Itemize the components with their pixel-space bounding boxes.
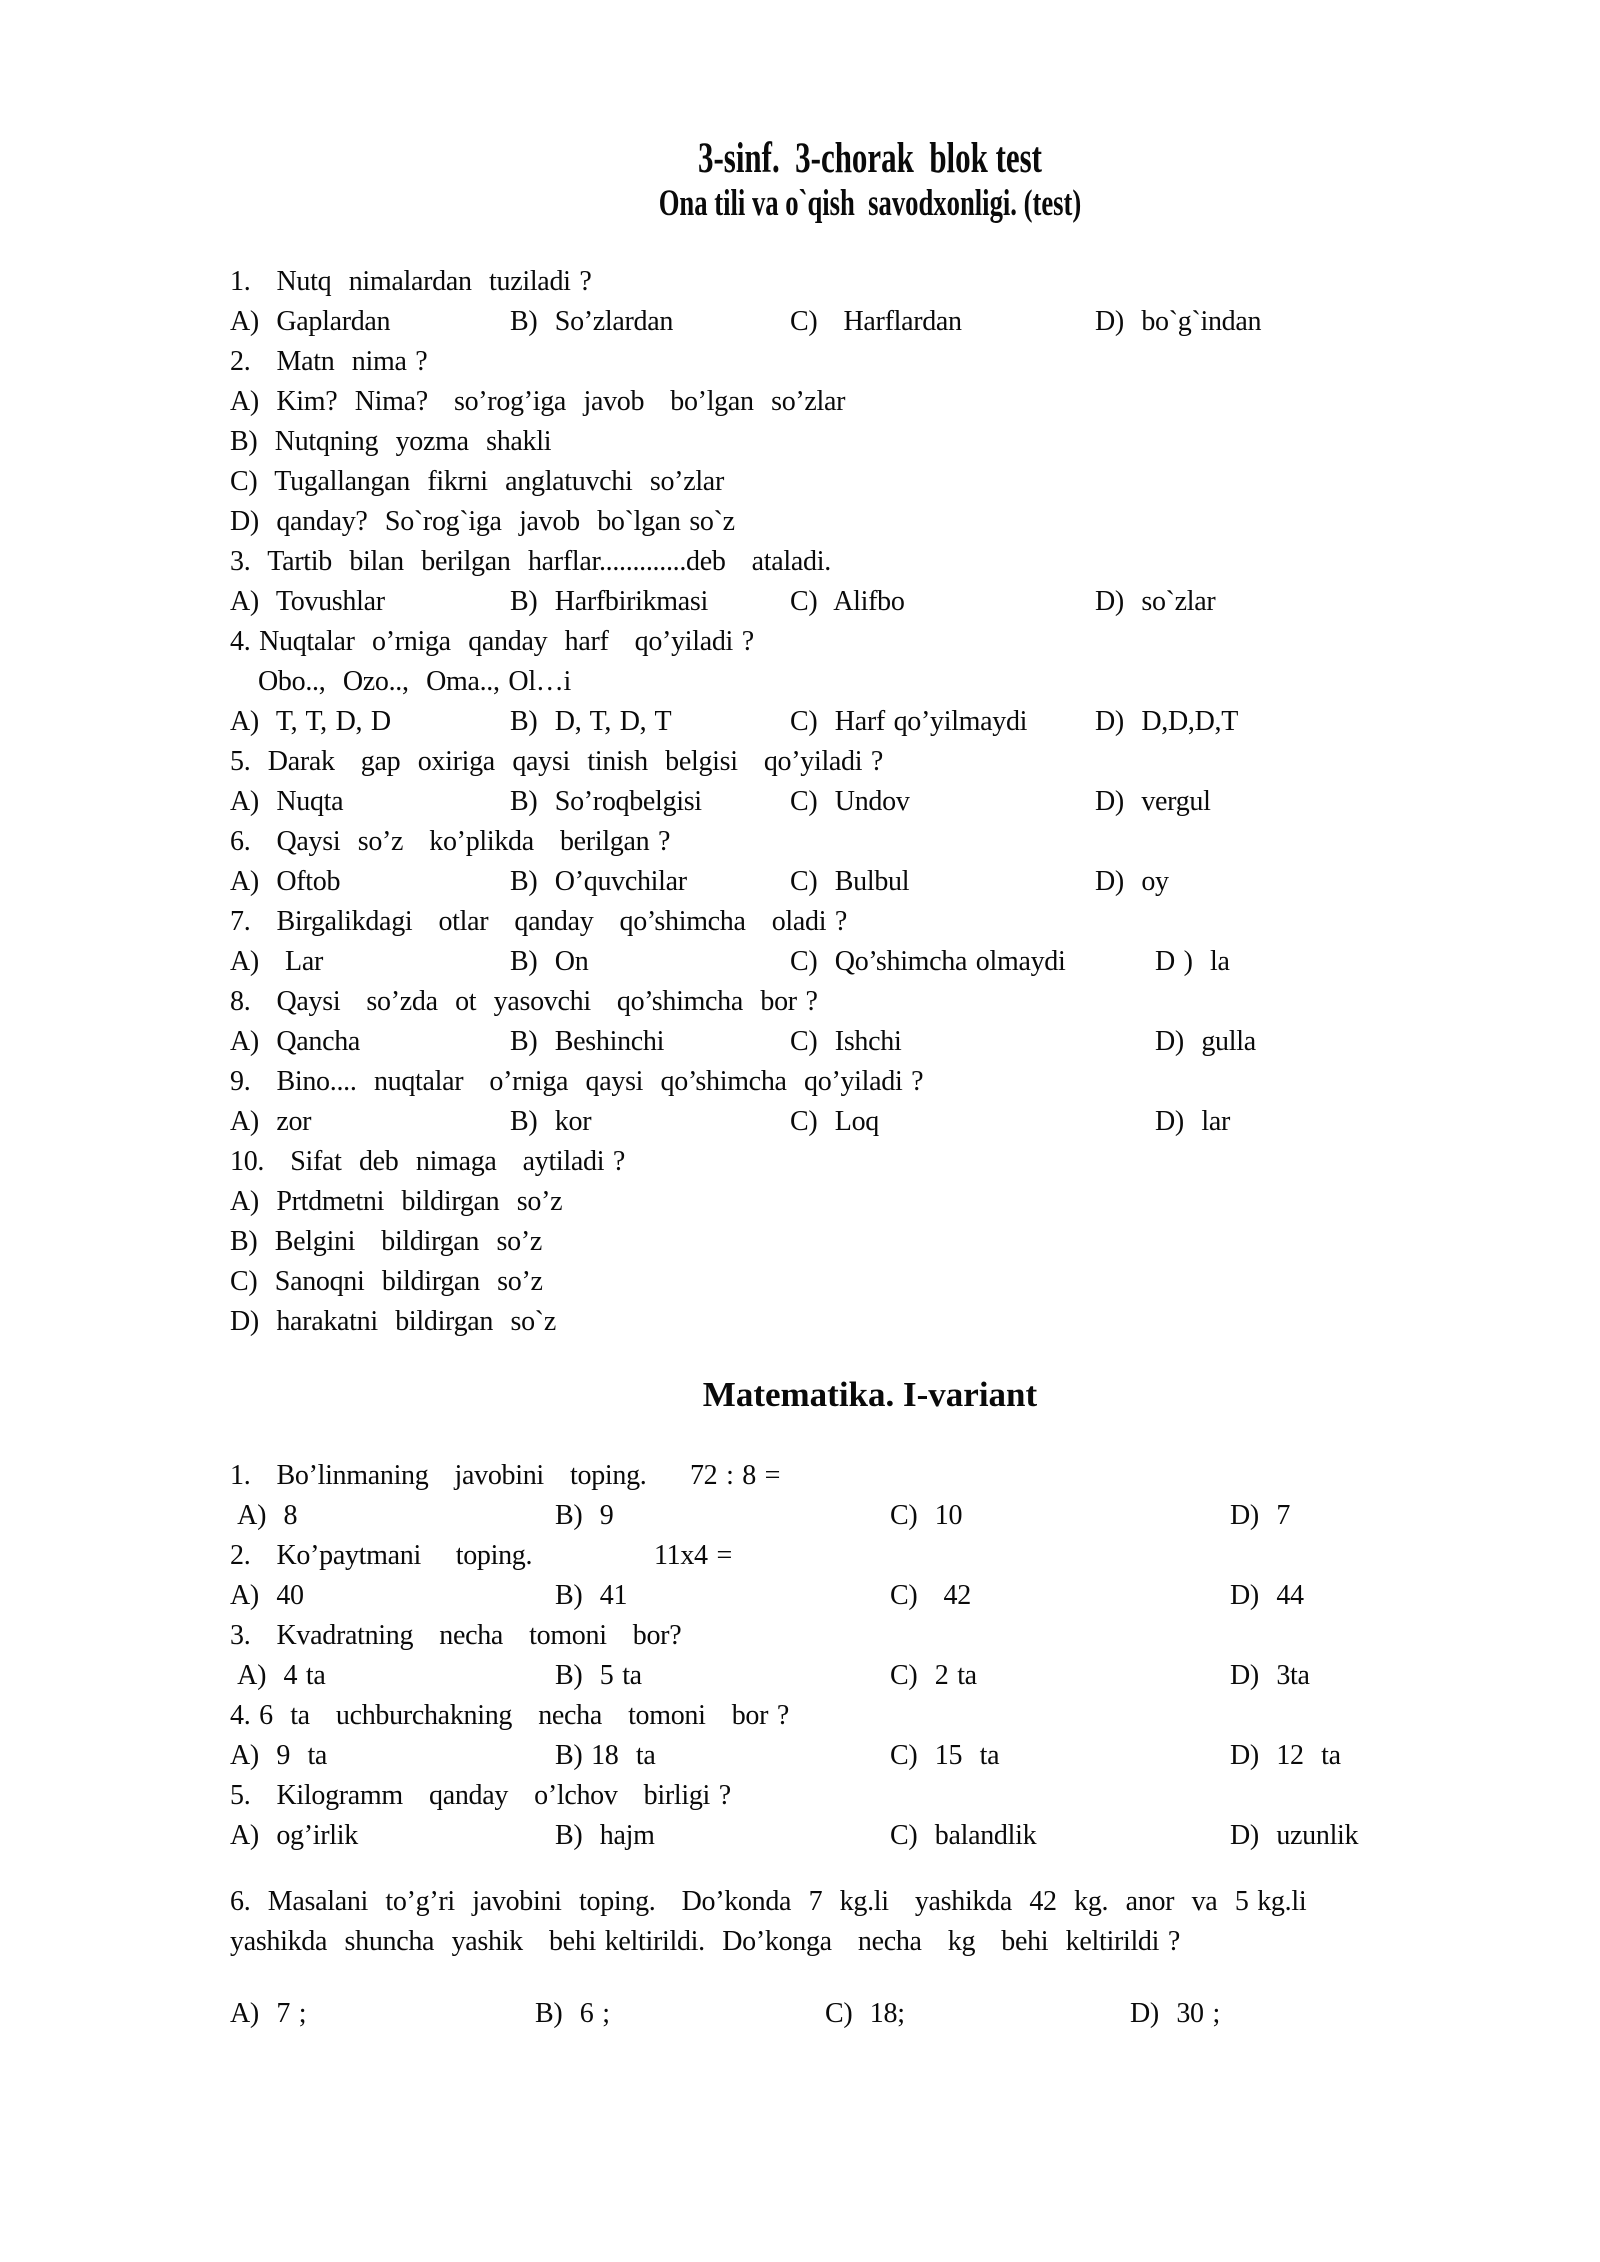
question-line: 5. Kilogramm qanday o’lchov birligi ? bbox=[230, 1780, 731, 1811]
option-a: A) 4 ta bbox=[230, 1660, 326, 1691]
question-line: 4. Nuqtalar o’rniga qanday harf qo’yiladi ? bbox=[230, 626, 754, 657]
page-title: 3-sinf. 3-chorak blok test bbox=[697, 135, 1043, 182]
option-b: B) 18 ta bbox=[555, 1740, 656, 1771]
options-row bbox=[230, 862, 1510, 902]
answer-line: A) Prtdmetni bildirgan so’z bbox=[230, 1186, 563, 1217]
question-line: 1. Nutq nimalardan tuziladi ? bbox=[230, 266, 592, 297]
option-b: B) 9 bbox=[555, 1500, 614, 1531]
option-d: D) 30 ; bbox=[1130, 1998, 1220, 2029]
question-line: 3. Kvadratning necha tomoni bor? bbox=[230, 1620, 682, 1651]
question-line: 8. Qaysi so’zda ot yasovchi qo’shimcha bor ? bbox=[230, 986, 818, 1017]
option-c: C) 18; bbox=[825, 1998, 905, 2029]
option-a: A) zor bbox=[230, 1106, 312, 1137]
option-d: D) vergul bbox=[1095, 786, 1211, 817]
answer-line: C) Sanoqni bildirgan so’z bbox=[230, 1266, 543, 1297]
option-d: D) D,D,D,T bbox=[1095, 706, 1239, 737]
option-b: B) kor bbox=[510, 1106, 592, 1137]
options-row bbox=[230, 302, 1510, 342]
option-a: A) Qancha bbox=[230, 1026, 361, 1057]
options-row bbox=[230, 1994, 1510, 2034]
option-c: C) Qo’shimcha olmaydi bbox=[790, 946, 1066, 977]
options-row bbox=[230, 1656, 1510, 1696]
options-row bbox=[230, 582, 1510, 622]
option-c: C) 42 bbox=[890, 1580, 971, 1611]
option-b: B) Beshinchi bbox=[510, 1026, 665, 1057]
option-d: D) uzunlik bbox=[1230, 1820, 1359, 1851]
options-row bbox=[230, 1022, 1510, 1062]
option-d: D) gulla bbox=[1155, 1026, 1256, 1057]
answer-line: D) qanday? So`rog`iga javob bo`lgan so`z bbox=[230, 506, 735, 537]
answer-line: D) harakatni bildirgan so`z bbox=[230, 1306, 556, 1337]
option-b: B) D, T, D, T bbox=[510, 706, 672, 737]
option-b: B) Harfbirikmasi bbox=[510, 586, 708, 617]
question-line: 3. Tartib bilan berilgan harflar.............deb ataladi. bbox=[230, 546, 831, 577]
option-a: A) 9 ta bbox=[230, 1740, 328, 1771]
answer-line: A) Kim? Nima? so’rog’iga javob bo’lgan so’zlar bbox=[230, 386, 846, 417]
options-row bbox=[230, 942, 1510, 982]
option-b: B) So’zlardan bbox=[510, 306, 674, 337]
question-example-line: Obo.., Ozo.., Oma.., Ol…i bbox=[258, 666, 571, 697]
word-problem-line: yashikda shuncha yashik behi keltirildi. Do’konga necha kg behi keltirildi ? bbox=[230, 1926, 1180, 1957]
answer-line: B) Nutqning yozma shakli bbox=[230, 426, 552, 457]
option-c: C) Bulbul bbox=[790, 866, 910, 897]
option-b: B) 5 ta bbox=[555, 1660, 642, 1691]
option-b: B) 41 bbox=[555, 1580, 628, 1611]
section-matematika bbox=[230, 1456, 1510, 2034]
option-d: D) oy bbox=[1095, 866, 1169, 897]
option-c: C) Undov bbox=[790, 786, 910, 817]
option-a: A) Oftob bbox=[230, 866, 341, 897]
option-c: C) 2 ta bbox=[890, 1660, 977, 1691]
options-row bbox=[230, 782, 1510, 822]
document-content bbox=[230, 0, 1510, 2034]
option-c: C) balandlik bbox=[890, 1820, 1037, 1851]
option-d: D ) la bbox=[1155, 946, 1230, 977]
option-a: A) Tovushlar bbox=[230, 586, 385, 617]
options-row bbox=[230, 1576, 1510, 1616]
option-c: C) Harf qo’yilmaydi bbox=[790, 706, 1028, 737]
option-d: D) 44 bbox=[1230, 1580, 1304, 1611]
option-c: C) Loq bbox=[790, 1106, 880, 1137]
question-line: 10. Sifat deb nimaga aytiladi ? bbox=[230, 1146, 626, 1177]
question-line: 7. Birgalikdagi otlar qanday qo’shimcha oladi ? bbox=[230, 906, 848, 937]
option-d: D) 12 ta bbox=[1230, 1740, 1341, 1771]
question-line: 1. Bo’linmaning javobini toping. 72 : 8 = bbox=[230, 1460, 781, 1491]
question-line: 9. Bino.... nuqtalar o’rniga qaysi qo’shimcha qo’yiladi ? bbox=[230, 1066, 924, 1097]
option-b: B) O’quvchilar bbox=[510, 866, 687, 897]
question-line: 4. 6 ta uchburchakning necha tomoni bor ? bbox=[230, 1700, 789, 1731]
options-row bbox=[230, 1496, 1510, 1536]
option-a: A) 40 bbox=[230, 1580, 304, 1611]
option-c: C) Ishchi bbox=[790, 1026, 902, 1057]
page-subtitle: Ona tili va o`qish savodxonligi. (test) bbox=[658, 183, 1082, 224]
option-d: D) 7 bbox=[1230, 1500, 1291, 1531]
option-b: B) On bbox=[510, 946, 589, 977]
answer-line: B) Belgini bildirgan so’z bbox=[230, 1226, 542, 1257]
options-row bbox=[230, 1102, 1510, 1142]
option-c: C) Alifbo bbox=[790, 586, 905, 617]
option-b: B) hajm bbox=[555, 1820, 655, 1851]
option-a: A) Nuqta bbox=[230, 786, 344, 817]
question-line: 6. Qaysi so’z ko’plikda berilgan ? bbox=[230, 826, 671, 857]
answer-line: C) Tugallangan fikrni anglatuvchi so’zlar bbox=[230, 466, 724, 497]
options-row bbox=[230, 1816, 1510, 1856]
option-a: A) 8 bbox=[230, 1500, 298, 1531]
option-c: C) 15 ta bbox=[890, 1740, 1000, 1771]
question-line: 5. Darak gap oxiriga qaysi tinish belgisi qo’yiladi ? bbox=[230, 746, 884, 777]
options-row bbox=[230, 1736, 1510, 1776]
question-line: 2. Ko’paytmani toping. 11x4 = bbox=[230, 1540, 732, 1571]
option-c: C) 10 bbox=[890, 1500, 963, 1531]
option-a: A) 7 ; bbox=[230, 1998, 307, 2029]
option-d: D) lar bbox=[1155, 1106, 1230, 1137]
option-d: D) so`zlar bbox=[1095, 586, 1216, 617]
option-d: D) bo`g`indan bbox=[1095, 306, 1262, 337]
section-ona-tili bbox=[230, 262, 1510, 1342]
option-d: D) 3ta bbox=[1230, 1660, 1310, 1691]
section-heading-matematika: Matematika. I-variant bbox=[702, 1375, 1038, 1414]
word-problem-line: 6. Masalani to’g’ri javobini toping. Do’konda 7 kg.li yashikda 42 kg. anor va 5 kg.li bbox=[230, 1886, 1307, 1917]
question-line: 2. Matn nima ? bbox=[230, 346, 428, 377]
options-row bbox=[230, 702, 1510, 742]
option-a: A) og’irlik bbox=[230, 1820, 358, 1851]
option-a: A) Gaplardan bbox=[230, 306, 391, 337]
option-c: C) Harflardan bbox=[790, 306, 962, 337]
option-b: B) 6 ; bbox=[535, 1998, 610, 2029]
option-a: A) T, T, D, D bbox=[230, 706, 391, 737]
option-b: B) So’roqbelgisi bbox=[510, 786, 702, 817]
option-a: A) Lar bbox=[230, 946, 324, 977]
